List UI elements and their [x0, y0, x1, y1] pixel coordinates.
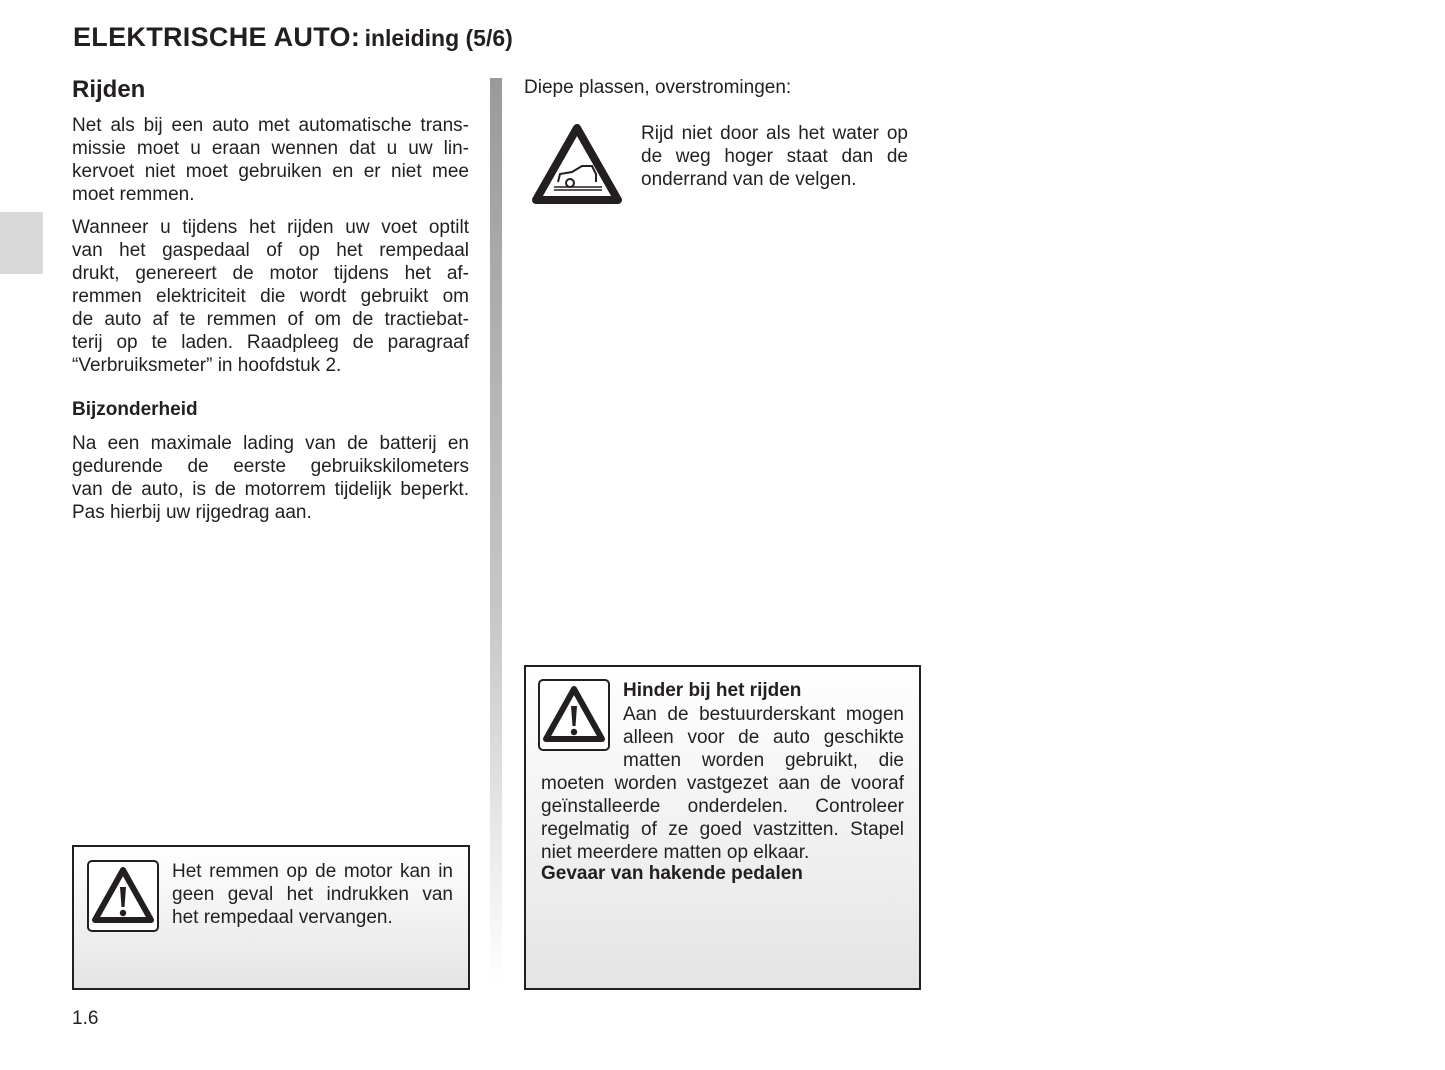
- text-line: moet remmen.: [72, 184, 195, 205]
- text-line: moeten worden vastgezet aan de vooraf: [541, 773, 904, 794]
- text-line: terij op te laden. Raadpleeg de paragraaf: [72, 332, 469, 353]
- page-number: 1.6: [72, 1008, 99, 1029]
- warning-title: Hinder bij het rijden: [623, 680, 802, 701]
- text-line: Net als bij een auto met automatische trans-: [72, 115, 469, 136]
- text-line: remmen elektriciteit die wordt gebruikt om: [72, 286, 469, 307]
- text-line: onderrand van de velgen.: [641, 169, 857, 190]
- text-line: Wanneer u tijdens het rijden uw voet optilt: [72, 217, 469, 238]
- text-line: regelmatig of ze goed vastzitten. Stapel: [541, 819, 904, 840]
- section-heading: Rijden: [72, 76, 146, 103]
- text-line: Rijd niet door als het water op: [641, 123, 908, 144]
- floods-heading: Diepe plassen, overstromingen:: [524, 77, 792, 98]
- paragraph-particularity: [72, 432, 469, 524]
- text-line: niet meerdere matten op elkaar.: [541, 842, 810, 863]
- warning-text-indented: [623, 703, 904, 772]
- warning-text-full: [541, 772, 904, 864]
- text-line: missie moet u eraan wennen dat u uw lin-: [72, 138, 469, 159]
- text-line: kervoet niet moet gebruiken en er niet mee: [72, 161, 469, 182]
- warning-text: [172, 860, 453, 929]
- warning-triangle-icon: [538, 679, 610, 751]
- text-line: het rempedaal vervangen.: [172, 907, 393, 928]
- text-line: alleen voor de auto geschikte: [623, 727, 904, 748]
- text-line: van het gaspedaal of op het rempedaal: [72, 240, 469, 261]
- subheading: Bijzonderheid: [72, 399, 198, 420]
- text-line: de weg hoger staat dan de: [641, 146, 908, 167]
- water-hazard-icon: [530, 122, 624, 208]
- chapter-tab: [0, 212, 43, 274]
- water-warning-text: [641, 122, 908, 191]
- text-line: Aan de bestuurderskant mogen: [623, 704, 904, 725]
- warning-triangle-icon: [87, 860, 159, 932]
- text-line: drukt, genereert de motor tijdens het af-: [72, 263, 469, 284]
- text-line: Pas hierbij uw rijgedrag aan.: [72, 502, 312, 523]
- page-title-main: ELEKTRISCHE AUTO:: [73, 22, 361, 52]
- column-divider: [490, 78, 502, 983]
- text-line: “Verbruiksmeter” in hoofdstuk 2.: [72, 355, 342, 376]
- page-title-sub: inleiding (5/6): [364, 25, 513, 51]
- text-line: Na een maximale lading van de batterij en: [72, 433, 469, 454]
- paragraph-regeneration: [72, 216, 469, 377]
- page-title: [73, 22, 513, 53]
- text-line: de auto af te remmen of om de tractiebat-: [72, 309, 469, 330]
- text-line: matten worden gebruikt, die: [623, 750, 904, 771]
- warning-box-mats: [524, 665, 921, 990]
- text-line: Het remmen op de motor kan in: [172, 861, 453, 882]
- text-line: geïnstalleerde onderdelen. Controleer: [541, 796, 904, 817]
- warning-box-engine-brake: [72, 845, 470, 990]
- paragraph-intro: [72, 114, 469, 206]
- warning-footer: Gevaar van hakende pedalen: [541, 863, 803, 884]
- text-line: van de auto, is de motorrem tijdelijk beperkt.: [72, 479, 469, 500]
- text-line: gedurende de eerste gebruikskilometers: [72, 456, 469, 477]
- text-line: geen geval het indrukken van: [172, 884, 453, 905]
